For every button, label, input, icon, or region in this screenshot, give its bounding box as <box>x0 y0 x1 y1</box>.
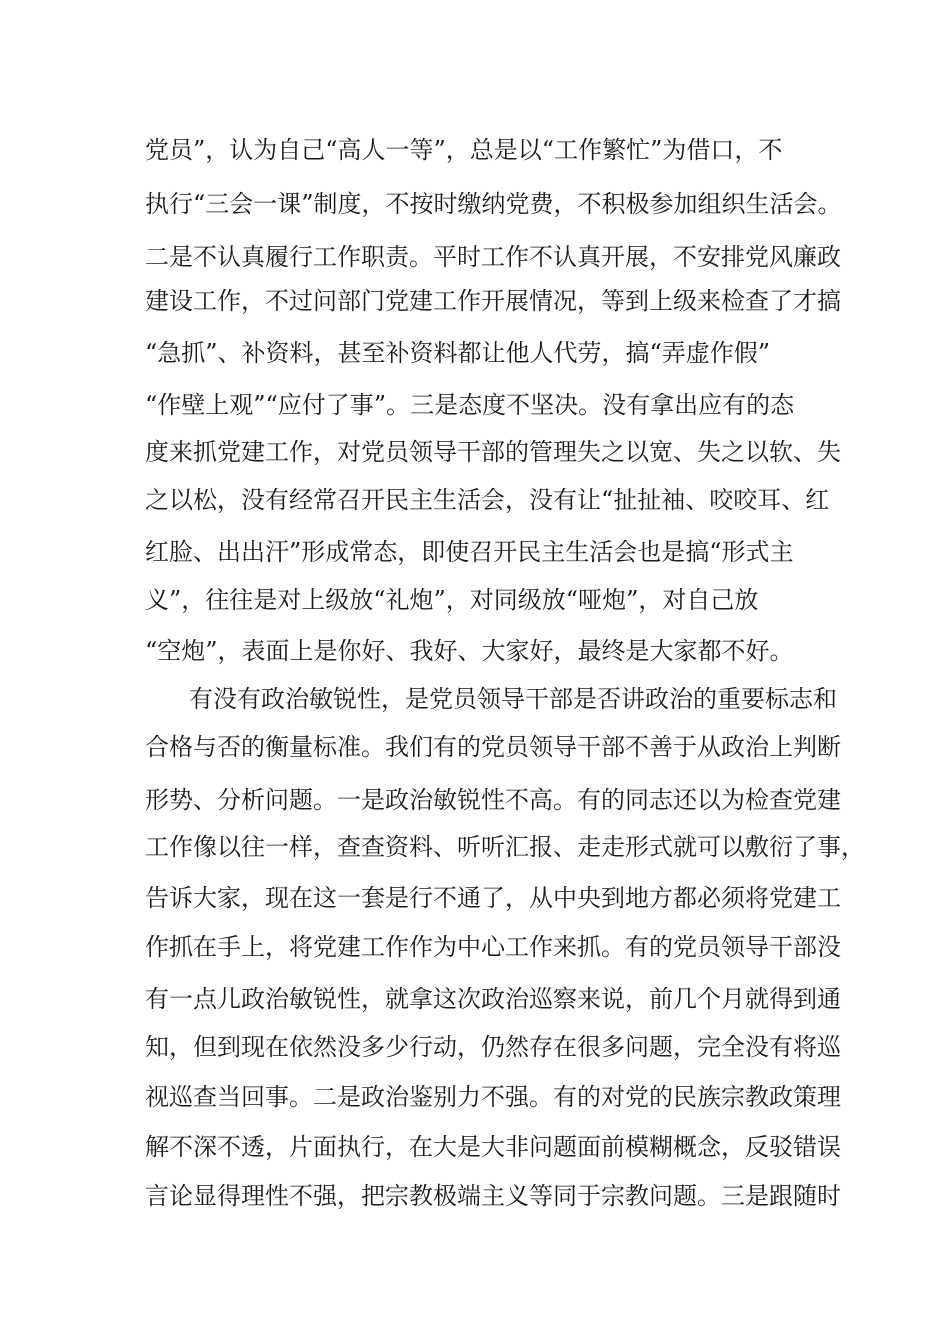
text-line: 形势、分析问题。一是政治敏锐性不高。有的同志还以为检查党建 <box>145 786 841 814</box>
text-line: “空炮”，表面上是你好、我好、大家好，最终是大家都不好。 <box>145 637 794 665</box>
text-line: “急抓”、补资料，甚至补资料都让他人代劳，搞“弄虚作假” <box>145 339 771 367</box>
text-line: 作抓在手上，将党建工作作为中心工作来抓。有的党员领导干部没 <box>145 933 841 961</box>
text-line: 合格与否的衡量标准。我们有的党员领导干部不善于从政治上判断 <box>145 733 841 761</box>
text-line: 视巡查当回事。二是政治鉴别力不强。有的对党的民族宗教政策理 <box>145 1083 841 1111</box>
text-line: “作壁上观”“应付了事”。三是态度不坚决。没有拿出应有的态 <box>145 391 795 419</box>
text-line: 执行“三会一课”制度，不按时缴纳党费，不积极参加组织生活会。 <box>145 190 842 218</box>
text-line: 解不深不透，片面执行，在大是大非问题面前模糊概念，反驳错误 <box>145 1133 841 1161</box>
text-line: 党员”，认为自己“高人一等”，总是以“工作繁忙”为借口，不 <box>145 136 783 164</box>
text-line: 言论显得理性不强，把宗教极端主义等同于宗教问题。三是跟随时 <box>145 1182 841 1210</box>
text-line: 工作像以往一样，查查资料、听听汇报、走走形式就可以敷衍了事， <box>145 833 865 861</box>
text-line: 之以松，没有经常召开民主生活会，没有让“扯扯袖、咬咬耳、红 <box>145 486 830 514</box>
text-line: 有一点儿政治敏锐性，就拿这次政治巡察来说，前几个月就得到通 <box>145 985 841 1013</box>
text-line: 告诉大家，现在这一套是行不通了，从中央到地方都必须将党建工 <box>145 884 841 912</box>
text-line: 度来抓党建工作，对党员领导干部的管理失之以宽、失之以软、失 <box>145 438 841 466</box>
text-line: 二是不认真履行工作职责。平时工作不认真开展，不安排党风廉政 <box>145 243 841 271</box>
text-line: 建设工作，不过问部门党建工作开展情况，等到上级来检查了才搞 <box>145 287 841 315</box>
text-line: 知，但到现在依然没多少行动，仍然存在很多问题，完全没有将巡 <box>145 1033 841 1061</box>
text-line: 红脸、出出汗”形成常态，即使召开民主生活会也是搞“形式主 <box>145 538 794 566</box>
text-line: 义”，往往是对上级放“礼炮”，对同级放“哑炮”，对自己放 <box>145 586 759 614</box>
paragraph-first-line: 有没有政治敏锐性，是党员领导干部是否讲政治的重要标志和 <box>189 685 837 713</box>
